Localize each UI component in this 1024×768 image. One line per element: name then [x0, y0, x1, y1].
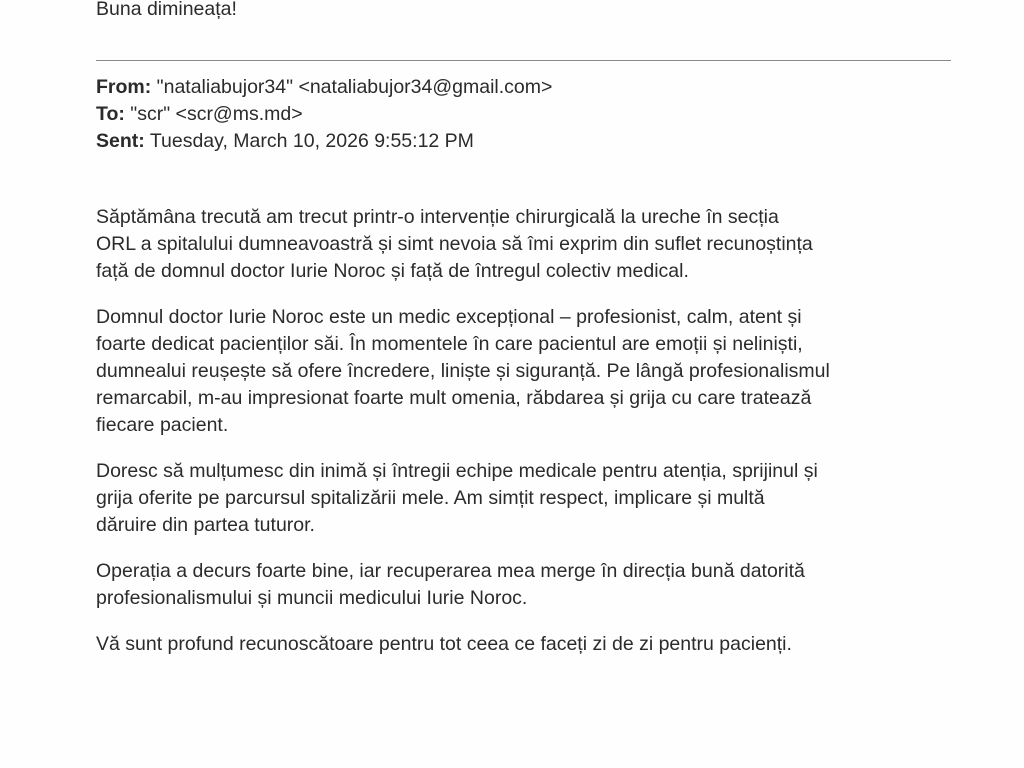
body-line: Operația a decurs foarte bine, iar recuperarea mea merge în direcția bună datorită [96, 560, 805, 582]
body-line: dumnealui reușește să ofere încredere, liniște și siguranță. Pe lângă profesionalismul [96, 360, 830, 382]
sent-header [96, 128, 552, 155]
body-line: ORL a spitalului dumneavoastră și simt nevoia să îmi exprim din suflet recunoștința [96, 233, 813, 255]
header-divider [96, 60, 951, 61]
body-paragraph [96, 304, 966, 439]
from-value: "nataliabujor34" <nataliabujor34@gmail.com> [156, 76, 553, 98]
body-line: remarcabil, m-au impresionat foarte mult omenia, răbdarea și grija cu care tratează [96, 387, 812, 409]
body-line: fiecare pacient. [96, 414, 229, 436]
body-line: foarte dedicat pacienților săi. În momentele în care pacientul are emoții și neliniști, [96, 333, 803, 355]
to-label: To: [96, 103, 125, 125]
body-line: dăruire din partea tuturor. [96, 514, 315, 536]
email-body [96, 204, 966, 677]
email-headers [96, 74, 552, 155]
body-paragraph [96, 558, 966, 612]
body-line: Vă sunt profund recunoscătoare pentru tot ceea ce faceți zi de zi pentru pacienți. [96, 633, 792, 655]
body-line: Doresc să mulțumesc din inimă și întregii echipe medicale pentru atenția, sprijinul și [96, 460, 818, 482]
body-line: față de domnul doctor Iurie Noroc și față de întregul colectiv medical. [96, 260, 689, 282]
to-value: "scr" <scr@ms.md> [130, 103, 303, 125]
body-paragraph [96, 631, 966, 658]
body-line: profesionalismului și muncii medicului Iurie Noroc. [96, 587, 528, 609]
from-header [96, 74, 552, 101]
body-line: Domnul doctor Iurie Noroc este un medic excepțional – profesionist, calm, atent și [96, 306, 802, 328]
to-header [96, 101, 552, 128]
body-line: grija oferite pe parcursul spitalizării mele. Am simțit respect, implicare și multă [96, 487, 765, 509]
body-line: Săptămâna trecută am trecut printr-o intervenție chirurgicală la ureche în secția [96, 206, 779, 228]
body-paragraph [96, 458, 966, 539]
from-label: From: [96, 76, 152, 98]
sent-value: Tuesday, March 10, 2026 9:55:12 PM [149, 130, 474, 152]
sent-label: Sent: [96, 130, 145, 152]
body-paragraph [96, 204, 966, 285]
greeting-line: Buna dimineața! [96, 0, 237, 20]
